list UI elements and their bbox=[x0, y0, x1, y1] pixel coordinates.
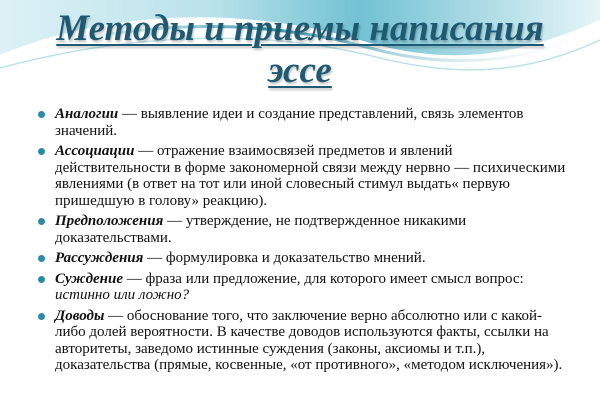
item-term: Ассоциации bbox=[55, 143, 135, 159]
bullet-dot-icon bbox=[38, 148, 45, 155]
list-item bbox=[38, 250, 568, 267]
item-term: Доводы bbox=[55, 307, 105, 324]
item-text: — фраза или предложение, для которого имеет смысл вопрос: bbox=[123, 270, 524, 287]
item-term: Рассуждения bbox=[55, 250, 144, 266]
item-text: — отражение взаимосвязей предметов и явлений действительности в форме закономерной связи между нервно — психическими явлениями (в ответ на тот или иной словесный стимул выдать« первую пришедшую в голову» реакцию). bbox=[55, 143, 566, 209]
list-item bbox=[38, 271, 568, 304]
item-text: — утверждение, не подтвержденное никакими доказательствами. bbox=[55, 213, 467, 246]
page-title bbox=[0, 8, 600, 92]
title-line-1: Методы и приемы написания bbox=[56, 8, 544, 49]
item-term: Суждение bbox=[55, 270, 123, 287]
bullet-dot-icon bbox=[38, 218, 45, 225]
item-term: Аналогии bbox=[55, 106, 119, 122]
item-italic-tail: истинно или ложно? bbox=[55, 287, 190, 303]
list-item bbox=[38, 213, 568, 246]
list-item bbox=[38, 106, 568, 139]
item-text: — выявление идеи и создание представлений, связь элементов значений. bbox=[55, 106, 524, 139]
bullet-dot-icon bbox=[38, 255, 45, 262]
list-item bbox=[38, 143, 568, 209]
bullet-dot-icon bbox=[38, 276, 45, 283]
item-text: — формулировка и доказательство мнений. bbox=[143, 250, 426, 266]
list-item bbox=[38, 308, 568, 374]
item-text: — обоснование того, что заключение верно абсолютно или с какой-либо долей вероятности. В качестве доводов используются факты, ссылки на авторитеты, заведомо истинные суждения (законы, аксиомы и т.п.), доказательства (прямые, косвенные, «от противного», «методом исключения»). bbox=[55, 307, 563, 373]
bullet-dot-icon bbox=[38, 111, 45, 118]
bullet-dot-icon bbox=[38, 313, 45, 320]
methods-list bbox=[38, 106, 568, 378]
title-line-2: эссе bbox=[268, 50, 332, 91]
item-term: Предположения bbox=[55, 213, 164, 229]
